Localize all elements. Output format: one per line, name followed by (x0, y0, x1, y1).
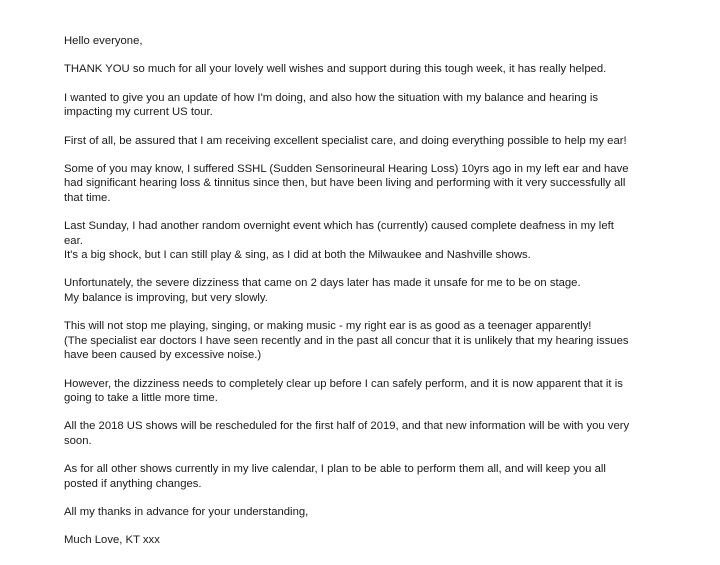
letter-body (64, 34, 659, 562)
paragraph-line: ear. (64, 234, 83, 247)
paragraph-sshl-history (64, 162, 659, 205)
paragraph-care (64, 134, 659, 148)
paragraph-line: First of all, be assured that I am receiving excellent specialist care, and doing everything possible to help my ear! (64, 134, 627, 147)
paragraph-dizziness (64, 276, 659, 305)
paragraph-line: (The specialist ear doctors I have seen recently and in the past all concur that it is unlikely that my hearing issues (64, 334, 629, 347)
paragraph-line: Unfortunately, the severe dizziness that came on 2 days later has made it unsafe for me to be on stage. (64, 277, 581, 290)
paragraph-line: All the 2018 US shows will be rescheduled for the first half of 2019, and that new information will be with you very (64, 420, 630, 433)
paragraph-line: Some of you may know, I suffered SSHL (Sudden Sensorineural Hearing Loss) 10yrs ago in my left ear and have (64, 163, 629, 176)
paragraph-thanks (64, 505, 659, 519)
paragraph-line: that time. (64, 191, 111, 204)
paragraph-line: As for all other shows currently in my live calendar, I plan to be able to perform them all, and will keep you all (64, 463, 606, 476)
paragraph-line: impacting my current US tour. (64, 106, 213, 119)
signoff (64, 533, 659, 547)
paragraph-line: My balance is improving, but very slowly. (64, 291, 268, 304)
greeting-line: Hello everyone, (64, 35, 143, 47)
paragraph-line: However, the dizziness needs to completely clear up before I can safely perform, and it is now apparent that it is (64, 377, 623, 390)
greeting (64, 34, 659, 48)
paragraph-line: It's a big shock, but I can still play & sing, as I did at both the Milwaukee and Nashville shows. (64, 249, 531, 262)
paragraph-recovery (64, 377, 659, 406)
paragraph-line: Last Sunday, I had another random overnight event which has (currently) caused complete deafness in my left (64, 220, 614, 233)
paragraph-line: soon. (64, 434, 92, 447)
signoff-line: Much Love, KT xxx (64, 534, 160, 547)
paragraph-other-shows (64, 462, 659, 491)
paragraph-rescheduled (64, 419, 659, 448)
paragraph-line: going to take a little more time. (64, 391, 218, 404)
paragraph-line: THANK YOU so much for all your lovely well wishes and support during this tough week, it has really helped. (64, 63, 607, 76)
paragraph-music (64, 319, 659, 362)
paragraph-last-sunday (64, 219, 659, 262)
paragraph-thank-you (64, 62, 659, 76)
paragraph-line: posted if anything changes. (64, 477, 202, 490)
paragraph-line: This will not stop me playing, singing, or making music - my right ear is as good as a teenager apparently! (64, 320, 592, 333)
paragraph-line: have been caused by excessive noise.) (64, 349, 262, 362)
paragraph-line: All my thanks in advance for your understanding, (64, 505, 309, 518)
paragraph-update (64, 91, 659, 120)
paragraph-line: had significant hearing loss & tinnitus since then, but have been living and performing with it very successfully all (64, 177, 626, 190)
paragraph-line: I wanted to give you an update of how I'm doing, and also how the situation with my balance and hearing is (64, 91, 599, 104)
